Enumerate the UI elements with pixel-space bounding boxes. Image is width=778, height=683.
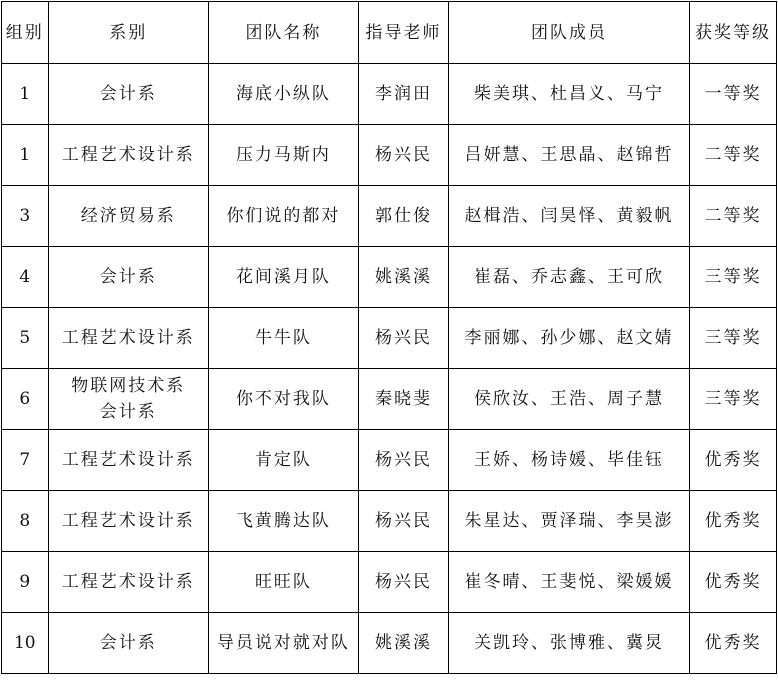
header-advisor: 指导老师 bbox=[358, 2, 448, 64]
cell-team-members: 朱星达、贾泽瑞、李昊澎 bbox=[448, 491, 689, 552]
cell-department: 工程艺术设计系 bbox=[48, 125, 208, 186]
cell-team-name: 飞黄腾达队 bbox=[208, 491, 358, 552]
cell-department: 工程艺术设计系 bbox=[48, 491, 208, 552]
table-row bbox=[2, 125, 777, 186]
cell-department: 工程艺术设计系 bbox=[48, 552, 208, 613]
cell-advisor: 郭仕俊 bbox=[358, 186, 448, 247]
cell-team-members: 柴美琪、杜昌义、马宁 bbox=[448, 64, 689, 125]
cell-group-number: 4 bbox=[2, 247, 49, 308]
cell-group-number: 3 bbox=[2, 186, 49, 247]
cell-team-name: 导员说对就对队 bbox=[208, 613, 358, 674]
cell-award-level: 二等奖 bbox=[690, 125, 777, 186]
header-award-level: 获奖等级 bbox=[690, 2, 777, 64]
cell-department: 会计系 bbox=[48, 64, 208, 125]
cell-department: 会计系 bbox=[48, 247, 208, 308]
cell-team-name: 旺旺队 bbox=[208, 552, 358, 613]
cell-advisor: 杨兴民 bbox=[358, 552, 448, 613]
cell-award-level: 二等奖 bbox=[690, 186, 777, 247]
cell-group-number: 8 bbox=[2, 491, 49, 552]
table-row bbox=[2, 613, 777, 674]
table-row bbox=[2, 552, 777, 613]
cell-team-name: 压力马斯内 bbox=[208, 125, 358, 186]
cell-group-number: 7 bbox=[2, 430, 49, 491]
cell-department-text: 物联网技术系会计系 bbox=[71, 376, 186, 422]
cell-department: 会计系 bbox=[48, 613, 208, 674]
award-table bbox=[1, 1, 777, 674]
cell-department: 工程艺术设计系 bbox=[48, 308, 208, 369]
cell-group-number: 10 bbox=[2, 613, 49, 674]
cell-department: 经济贸易系 bbox=[48, 186, 208, 247]
cell-team-members: 李丽娜、孙少娜、赵文婧 bbox=[448, 308, 689, 369]
table-row bbox=[2, 247, 777, 308]
cell-advisor: 秦晓斐 bbox=[358, 369, 448, 430]
cell-team-members: 崔磊、乔志鑫、王可欣 bbox=[448, 247, 689, 308]
cell-team-name: 牛牛队 bbox=[208, 308, 358, 369]
cell-advisor: 李润田 bbox=[358, 64, 448, 125]
table-row bbox=[2, 369, 777, 430]
cell-award-level: 优秀奖 bbox=[690, 613, 777, 674]
cell-award-level: 三等奖 bbox=[690, 369, 777, 430]
cell-group-number: 1 bbox=[2, 64, 49, 125]
cell-award-level: 三等奖 bbox=[690, 247, 777, 308]
header-team-name: 团队名称 bbox=[208, 2, 358, 64]
table-row bbox=[2, 308, 777, 369]
table-row bbox=[2, 430, 777, 491]
cell-department: 工程艺术设计系 bbox=[48, 430, 208, 491]
cell-advisor: 杨兴民 bbox=[358, 430, 448, 491]
cell-team-members: 关凯玲、张博雅、冀炅 bbox=[448, 613, 689, 674]
table-body bbox=[2, 64, 777, 674]
cell-team-members: 侯欣汝、王浩、周子慧 bbox=[448, 369, 689, 430]
cell-award-level: 优秀奖 bbox=[690, 430, 777, 491]
cell-team-name: 肯定队 bbox=[208, 430, 358, 491]
header-group-number: 组别 bbox=[2, 2, 49, 64]
header-row bbox=[2, 2, 777, 64]
cell-advisor: 杨兴民 bbox=[358, 491, 448, 552]
cell-advisor: 姚溪溪 bbox=[358, 247, 448, 308]
cell-team-name: 你们说的都对 bbox=[208, 186, 358, 247]
cell-award-level: 优秀奖 bbox=[690, 552, 777, 613]
cell-team-name: 海底小纵队 bbox=[208, 64, 358, 125]
cell-award-level: 一等奖 bbox=[690, 64, 777, 125]
header-department: 系别 bbox=[48, 2, 208, 64]
cell-group-number: 9 bbox=[2, 552, 49, 613]
cell-department bbox=[48, 369, 208, 430]
header-team-members: 团队成员 bbox=[448, 2, 689, 64]
cell-advisor: 杨兴民 bbox=[358, 125, 448, 186]
table-row bbox=[2, 186, 777, 247]
cell-award-level: 三等奖 bbox=[690, 308, 777, 369]
cell-team-members: 王娇、杨诗媛、毕佳钰 bbox=[448, 430, 689, 491]
cell-team-members: 崔冬晴、王斐悦、梁媛媛 bbox=[448, 552, 689, 613]
cell-advisor: 姚溪溪 bbox=[358, 613, 448, 674]
cell-advisor: 杨兴民 bbox=[358, 308, 448, 369]
cell-team-name: 你不对我队 bbox=[208, 369, 358, 430]
cell-team-members: 赵楫浩、闫昊怿、黄毅帆 bbox=[448, 186, 689, 247]
table-row bbox=[2, 64, 777, 125]
cell-award-level: 优秀奖 bbox=[690, 491, 777, 552]
cell-team-name: 花间溪月队 bbox=[208, 247, 358, 308]
table-row bbox=[2, 491, 777, 552]
cell-team-members: 吕妍慧、王思晶、赵锦哲 bbox=[448, 125, 689, 186]
cell-group-number: 6 bbox=[2, 369, 49, 430]
cell-group-number: 1 bbox=[2, 125, 49, 186]
cell-group-number: 5 bbox=[2, 308, 49, 369]
table-header bbox=[2, 2, 777, 64]
